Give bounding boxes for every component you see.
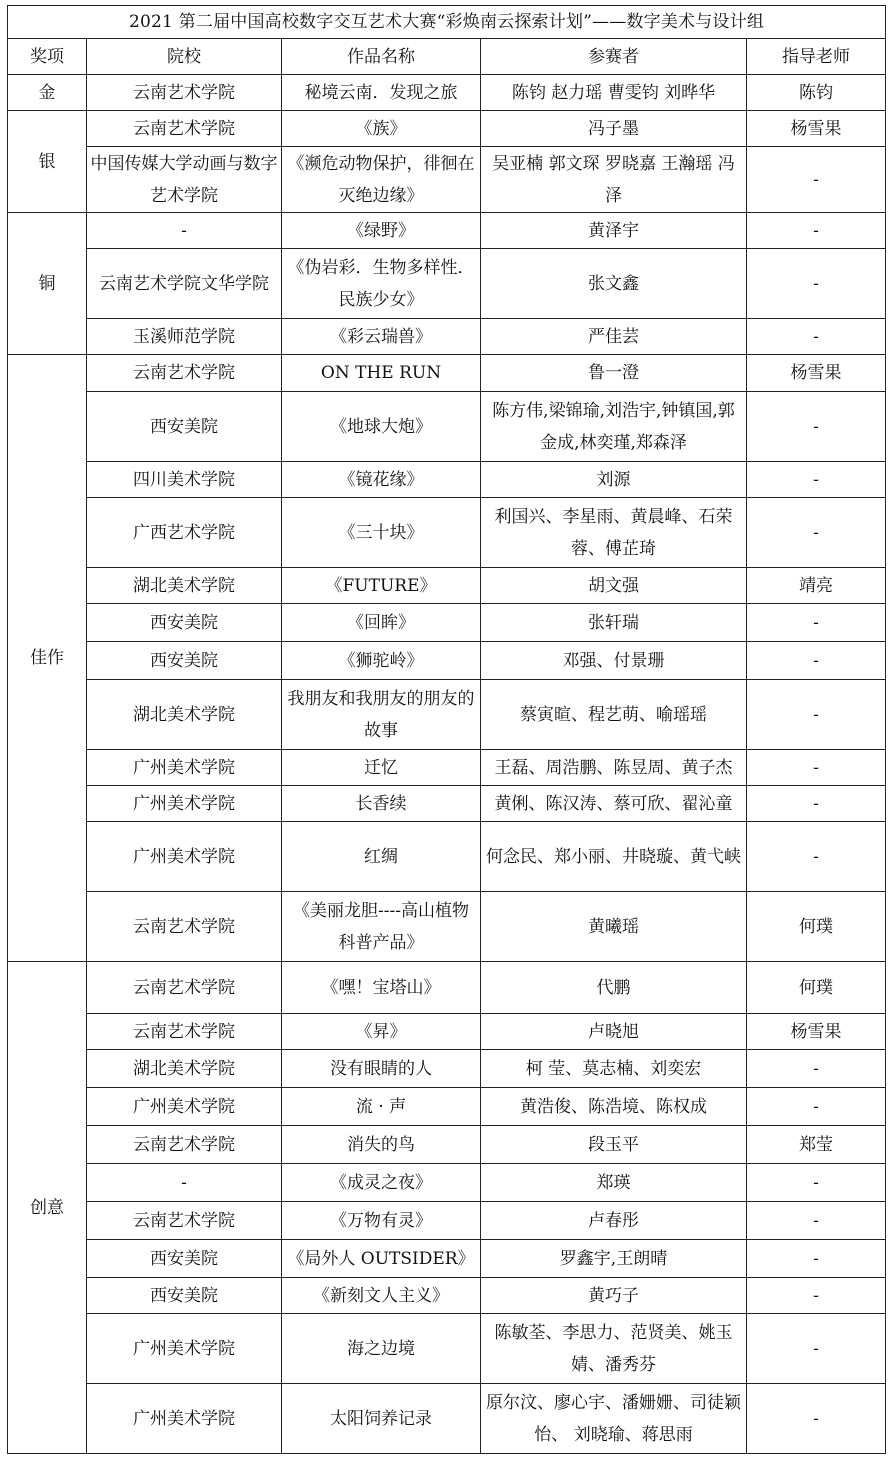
award-cell: 创意 (8, 962, 87, 1454)
advisor-cell: - (747, 1088, 886, 1126)
table-row (8, 392, 886, 462)
school-cell: 广州美术学院 (87, 1314, 282, 1384)
advisor-cell: 陈钧 (747, 75, 886, 111)
table-row (8, 1164, 886, 1202)
table-row (8, 1384, 886, 1454)
advisor-cell: - (747, 786, 886, 822)
table-row (8, 1278, 886, 1314)
table-row (8, 1314, 886, 1384)
participants-cell: 代鹏 (481, 962, 747, 1014)
table-row (8, 498, 886, 568)
school-cell: 西安美院 (87, 604, 282, 642)
participants-cell: 何念民、郑小丽、井晓璇、黄弋峡 (481, 822, 747, 892)
participants-cell: 刘源 (481, 462, 747, 498)
work-cell: 《濒危动物保护，徘徊在灭绝边缘》 (282, 147, 481, 213)
table-row (8, 892, 886, 962)
table-row (8, 111, 886, 147)
work-cell: 海之边境 (282, 1314, 481, 1384)
participants-cell: 蔡寅暄、程艺萌、喻瑶瑶 (481, 680, 747, 750)
participants-cell: 张轩瑞 (481, 604, 747, 642)
advisor-cell: 杨雪果 (747, 1014, 886, 1050)
award-cell: 佳作 (8, 355, 87, 962)
advisor-cell: - (747, 147, 886, 213)
school-cell: 广州美术学院 (87, 1384, 282, 1454)
award-cell: 金 (8, 75, 87, 111)
school-cell: 中国传媒大学动画与数字艺术学院 (87, 147, 282, 213)
participants-cell: 吴亚楠 郭文琛 罗晓嘉 王瀚瑶 冯泽 (481, 147, 747, 213)
table-row (8, 1014, 886, 1050)
participants-cell: 陈钧 赵力瑶 曹雯钧 刘晔华 (481, 75, 747, 111)
participants-cell: 黄俐、陈汉涛、蔡可欣、翟沁童 (481, 786, 747, 822)
work-cell: 《绿野》 (282, 213, 481, 249)
advisor-cell: - (747, 498, 886, 568)
school-cell: 四川美术学院 (87, 462, 282, 498)
table-row (8, 355, 886, 392)
participants-cell: 王磊、周浩鹏、陈昱周、黄子杰 (481, 750, 747, 786)
advisor-cell: - (747, 462, 886, 498)
table-row (8, 786, 886, 822)
school-cell: 云南艺术学院 (87, 355, 282, 392)
participants-cell: 张文鑫 (481, 249, 747, 319)
school-cell: 西安美院 (87, 642, 282, 680)
participants-cell: 卢春彤 (481, 1202, 747, 1240)
work-cell: 《万物有灵》 (282, 1202, 481, 1240)
table-row (8, 1126, 886, 1164)
advisor-cell: 杨雪果 (747, 355, 886, 392)
work-cell: 《昇》 (282, 1014, 481, 1050)
participants-cell: 柯 莹、莫志楠、刘奕宏 (481, 1050, 747, 1088)
advisor-cell: - (747, 642, 886, 680)
school-cell: - (87, 1164, 282, 1202)
work-cell: 《回眸》 (282, 604, 481, 642)
advisor-cell: 何璞 (747, 962, 886, 1014)
table-row (8, 604, 886, 642)
work-cell: 《族》 (282, 111, 481, 147)
header-school: 院校 (87, 39, 282, 75)
header-row (8, 39, 886, 75)
advisor-cell: - (747, 1240, 886, 1278)
table-row (8, 568, 886, 604)
participants-cell: 陈方伟,梁锦瑜,刘浩宇,钟镇国,郭金成,林奕瑾,郑森泽 (481, 392, 747, 462)
participants-cell: 黄巧子 (481, 1278, 747, 1314)
school-cell: 云南艺术学院 (87, 1014, 282, 1050)
table-row (8, 75, 886, 111)
advisor-cell: - (747, 1164, 886, 1202)
school-cell: 云南艺术学院 (87, 75, 282, 111)
awards-table (7, 5, 886, 1454)
work-cell: 《三十块》 (282, 498, 481, 568)
participants-cell: 陈敏荃、李思力、范贤美、姚玉婧、潘秀芬 (481, 1314, 747, 1384)
advisor-cell: - (747, 750, 886, 786)
school-cell: 云南艺术学院 (87, 1126, 282, 1164)
header-work: 作品名称 (282, 39, 481, 75)
school-cell: 湖北美术学院 (87, 680, 282, 750)
advisor-cell: - (747, 1314, 886, 1384)
work-cell: 流 · 声 (282, 1088, 481, 1126)
participants-cell: 黄浩俊、陈浩境、陈权成 (481, 1088, 747, 1126)
school-cell: - (87, 213, 282, 249)
work-cell: 太阳饲养记录 (282, 1384, 481, 1454)
table-row (8, 462, 886, 498)
advisor-cell: - (747, 392, 886, 462)
table-row (8, 1240, 886, 1278)
participants-cell: 冯子墨 (481, 111, 747, 147)
work-cell: 《地球大炮》 (282, 392, 481, 462)
school-cell: 西安美院 (87, 392, 282, 462)
work-cell: 《彩云瑞兽》 (282, 319, 481, 355)
school-cell: 云南艺术学院 (87, 892, 282, 962)
participants-cell: 胡文强 (481, 568, 747, 604)
advisor-cell: - (747, 249, 886, 319)
participants-cell: 段玉平 (481, 1126, 747, 1164)
table-row (8, 319, 886, 355)
participants-cell: 严佳芸 (481, 319, 747, 355)
school-cell: 广州美术学院 (87, 822, 282, 892)
work-cell: 《伪岩彩．生物多样性．民族少女》 (282, 249, 481, 319)
advisor-cell: 郑莹 (747, 1126, 886, 1164)
work-cell: ON THE RUN (282, 355, 481, 392)
work-cell: 没有眼睛的人 (282, 1050, 481, 1088)
school-cell: 湖北美术学院 (87, 568, 282, 604)
table-row (8, 147, 886, 213)
work-cell: 《嘿！宝塔山》 (282, 962, 481, 1014)
work-cell: 消失的鸟 (282, 1126, 481, 1164)
participants-cell: 黄泽宇 (481, 213, 747, 249)
school-cell: 云南艺术学院 (87, 1202, 282, 1240)
table-row (8, 822, 886, 892)
participants-cell: 原尔汶、廖心宇、潘姗姗、司徒颖怡、 刘晓瑜、蒋思雨 (481, 1384, 747, 1454)
school-cell: 湖北美术学院 (87, 1050, 282, 1088)
advisor-cell: - (747, 1050, 886, 1088)
participants-cell: 邓强、付景珊 (481, 642, 747, 680)
work-cell: 秘境云南．发现之旅 (282, 75, 481, 111)
school-cell: 云南艺术学院文华学院 (87, 249, 282, 319)
work-cell: 《镜花缘》 (282, 462, 481, 498)
work-cell: 《成灵之夜》 (282, 1164, 481, 1202)
table-row (8, 962, 886, 1014)
advisor-cell: - (747, 680, 886, 750)
table-row (8, 1202, 886, 1240)
advisor-cell: - (747, 604, 886, 642)
advisor-cell: 靖亮 (747, 568, 886, 604)
advisor-cell: - (747, 319, 886, 355)
work-cell: 《美丽龙胆----高山植物科普产品》 (282, 892, 481, 962)
school-cell: 玉溪师范学院 (87, 319, 282, 355)
school-cell: 广州美术学院 (87, 786, 282, 822)
participants-cell: 罗鑫宇,王朗晴 (481, 1240, 747, 1278)
award-cell: 铜 (8, 213, 87, 355)
advisor-cell: - (747, 1202, 886, 1240)
header-participants: 参赛者 (481, 39, 747, 75)
participants-cell: 鲁一澄 (481, 355, 747, 392)
advisor-cell: 杨雪果 (747, 111, 886, 147)
header-advisor: 指导老师 (747, 39, 886, 75)
school-cell: 云南艺术学院 (87, 111, 282, 147)
table-row (8, 642, 886, 680)
school-cell: 西安美院 (87, 1278, 282, 1314)
work-cell: 红绸 (282, 822, 481, 892)
table-row (8, 1088, 886, 1126)
advisor-cell: - (747, 213, 886, 249)
table-row (8, 680, 886, 750)
table-row (8, 213, 886, 249)
participants-cell: 郑瑛 (481, 1164, 747, 1202)
advisor-cell: - (747, 1384, 886, 1454)
work-cell: 《局外人 OUTSIDER》 (282, 1240, 481, 1278)
table-row (8, 249, 886, 319)
school-cell: 广州美术学院 (87, 1088, 282, 1126)
school-cell: 广西艺术学院 (87, 498, 282, 568)
table-title: 2021 第二届中国高校数字交互艺术大赛“彩焕南云探索计划”——数字美术与设计组 (8, 6, 886, 39)
work-cell: 迁忆 (282, 750, 481, 786)
participants-cell: 黄曦瑶 (481, 892, 747, 962)
award-cell: 银 (8, 111, 87, 213)
work-cell: 《新刻文人主义》 (282, 1278, 481, 1314)
school-cell: 西安美院 (87, 1240, 282, 1278)
work-cell: 《FUTURE》 (282, 568, 481, 604)
header-award: 奖项 (8, 39, 87, 75)
work-cell: 《狮驼岭》 (282, 642, 481, 680)
table-row (8, 1050, 886, 1088)
title-row (8, 6, 886, 39)
advisor-cell: 何璞 (747, 892, 886, 962)
work-cell: 长香续 (282, 786, 481, 822)
participants-cell: 卢晓旭 (481, 1014, 747, 1050)
school-cell: 云南艺术学院 (87, 962, 282, 1014)
school-cell: 广州美术学院 (87, 750, 282, 786)
advisor-cell: - (747, 822, 886, 892)
advisor-cell: - (747, 1278, 886, 1314)
participants-cell: 利国兴、李星雨、黄晨峰、石荣蓉、傅芷琦 (481, 498, 747, 568)
table-row (8, 750, 886, 786)
work-cell: 我朋友和我朋友的朋友的故事 (282, 680, 481, 750)
